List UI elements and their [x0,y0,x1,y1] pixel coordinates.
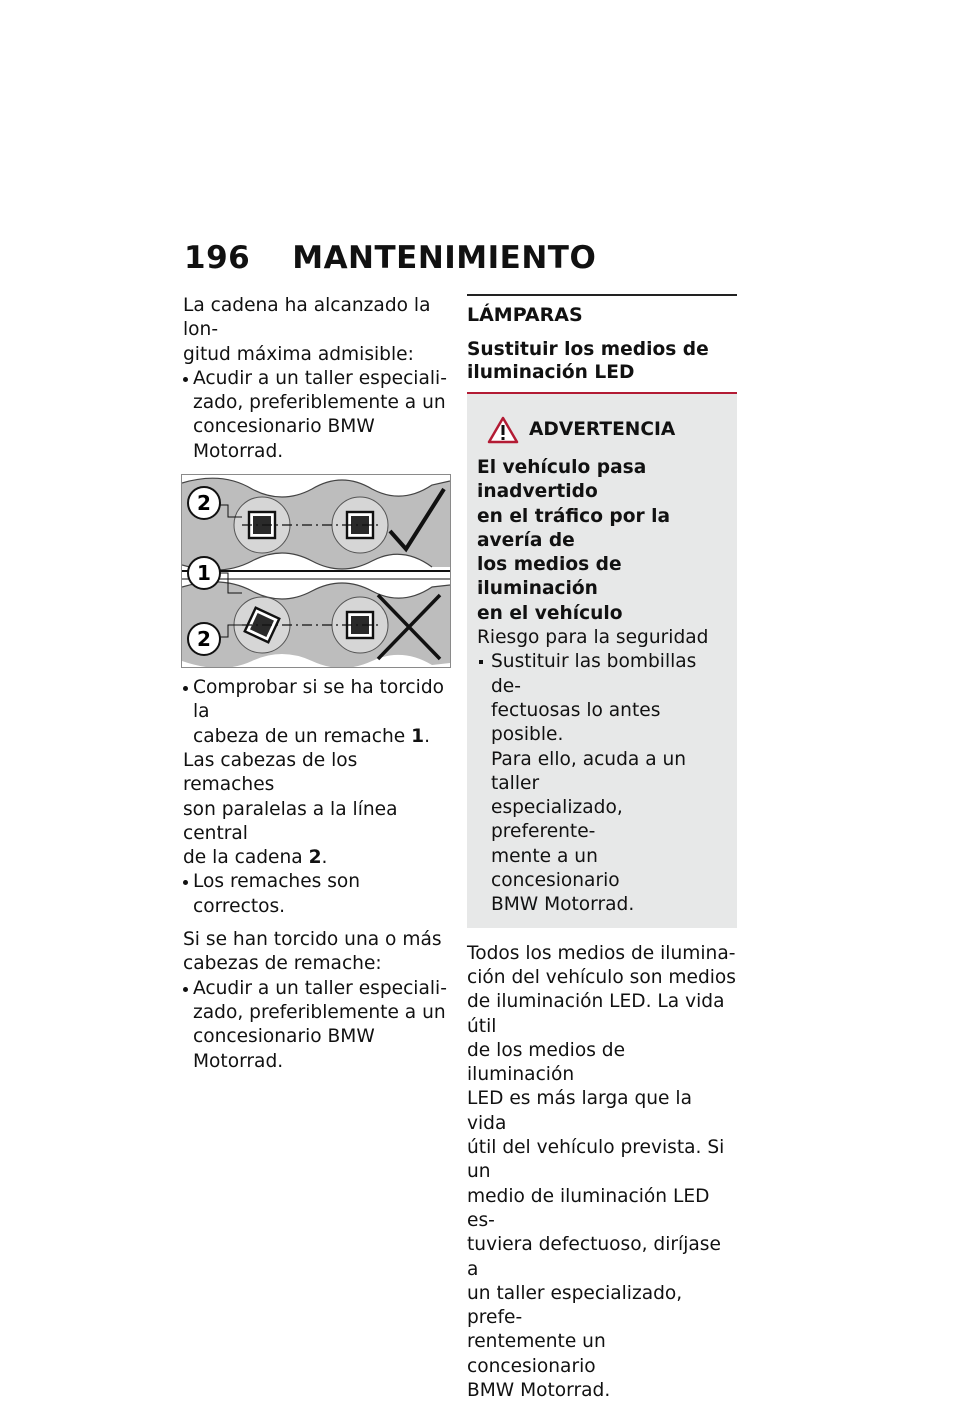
text-line: cabezas de remache: [183,953,382,975]
text-line: de los medios de iluminación [467,1039,626,1086]
text-line: Todos los medios de ilumina- [467,942,736,964]
chain-rivet-illustration [181,474,451,668]
callout-2-top [188,487,220,519]
text-line: medio de iluminación LED es- [467,1185,710,1231]
text-line: gitud máxima admisible: [183,343,414,365]
bullet-item [183,870,451,919]
warning-triangle-icon [487,416,519,444]
text-line: concesionario BMW Motorrad. [193,416,375,462]
section-title: MANTENIMIENTO [292,240,597,276]
warning-bullet [477,650,727,917]
text-line [193,725,451,749]
warning-label: ADVERTENCIA [529,418,676,440]
text-line: Acudir a un taller especiali- [193,977,447,999]
callout-1 [188,557,220,589]
text-line: rentemente un concesionario [467,1331,606,1377]
text-line: zado, preferiblemente a un [193,392,446,414]
text-line: Sustituir los medios de [467,339,709,360]
text-line: útil del vehículo prevista. Si un [467,1137,725,1183]
reference-number: 1 [411,725,425,747]
text-fragment: . [424,725,430,747]
right-column [467,294,737,1403]
paragraph [183,928,451,977]
text-line: Las cabezas de los remaches [183,749,358,796]
text-fragment: de la cadena [183,847,309,869]
text-line: los medios de iluminación [477,554,622,600]
text-line: Los remaches son correctos. [193,871,361,917]
text-line: Si se han torcido una o más [183,929,442,951]
callout-label: 2 [197,491,211,516]
text-line: en el tráfico por la avería de [477,505,671,551]
text-line: BMW Motorrad. [467,1379,611,1401]
warning-title [477,456,727,626]
text-line: La cadena ha alcanzado la lon- [183,295,431,341]
text-line: BMW Motorrad. [491,894,635,916]
text-line: Para ello, acuda a un taller [491,748,687,794]
callout-label: 2 [197,627,211,652]
bullet-item [183,977,451,1074]
intro-paragraph [183,294,451,367]
text-line: concesionario BMW Motorrad. [193,1026,375,1072]
text-line: ción del vehículo son medios [467,966,736,988]
text-fragment: . [321,847,328,869]
section-heading: LÁMPARAS [467,304,583,326]
text-line: de iluminación LED. La vida útil [467,991,725,1037]
warning-box [467,394,737,928]
callout-label: 1 [197,561,211,586]
text-line: Sustituir las bombillas de- [491,651,697,697]
text-line: El vehículo pasa inadvertido [477,457,647,503]
chain-rivet-svg [182,475,450,667]
text-line: en el vehículo [477,602,623,624]
callout-2-bottom [188,623,220,655]
reference-number: 2 [308,847,322,869]
bullet-item [183,367,451,464]
text-line [183,846,451,870]
page-number: 196 [184,240,251,276]
text-line: LED es más larga que la vida [467,1088,692,1134]
text-line: Comprobar si se ha torcido la [193,677,444,723]
text-line: zado, preferiblemente a un [193,1001,446,1023]
page-header [184,240,596,276]
text-line: fectuosas lo antes posible. [491,699,661,746]
text-line: tuviera defectuoso, diríjase a [467,1234,721,1280]
body-paragraph [467,942,737,1403]
text-line: son paralelas a la línea central [183,798,398,844]
text-line: especializado, preferente- [491,797,623,843]
left-column [183,294,451,1074]
section-divider [467,294,737,296]
bullet-item [183,676,451,749]
warning-risk: Riesgo para la seguridad [477,627,709,649]
text-line: Acudir a un taller especiali- [193,367,447,389]
text-line: iluminación LED [467,362,635,383]
text-line: mente a un concesionario [491,845,620,892]
paragraph [183,749,451,870]
text-line: un taller especializado, prefe- [467,1282,683,1329]
sub-heading [467,338,737,384]
warning-header [483,416,727,444]
text-fragment: cabeza de un remache [193,725,412,747]
